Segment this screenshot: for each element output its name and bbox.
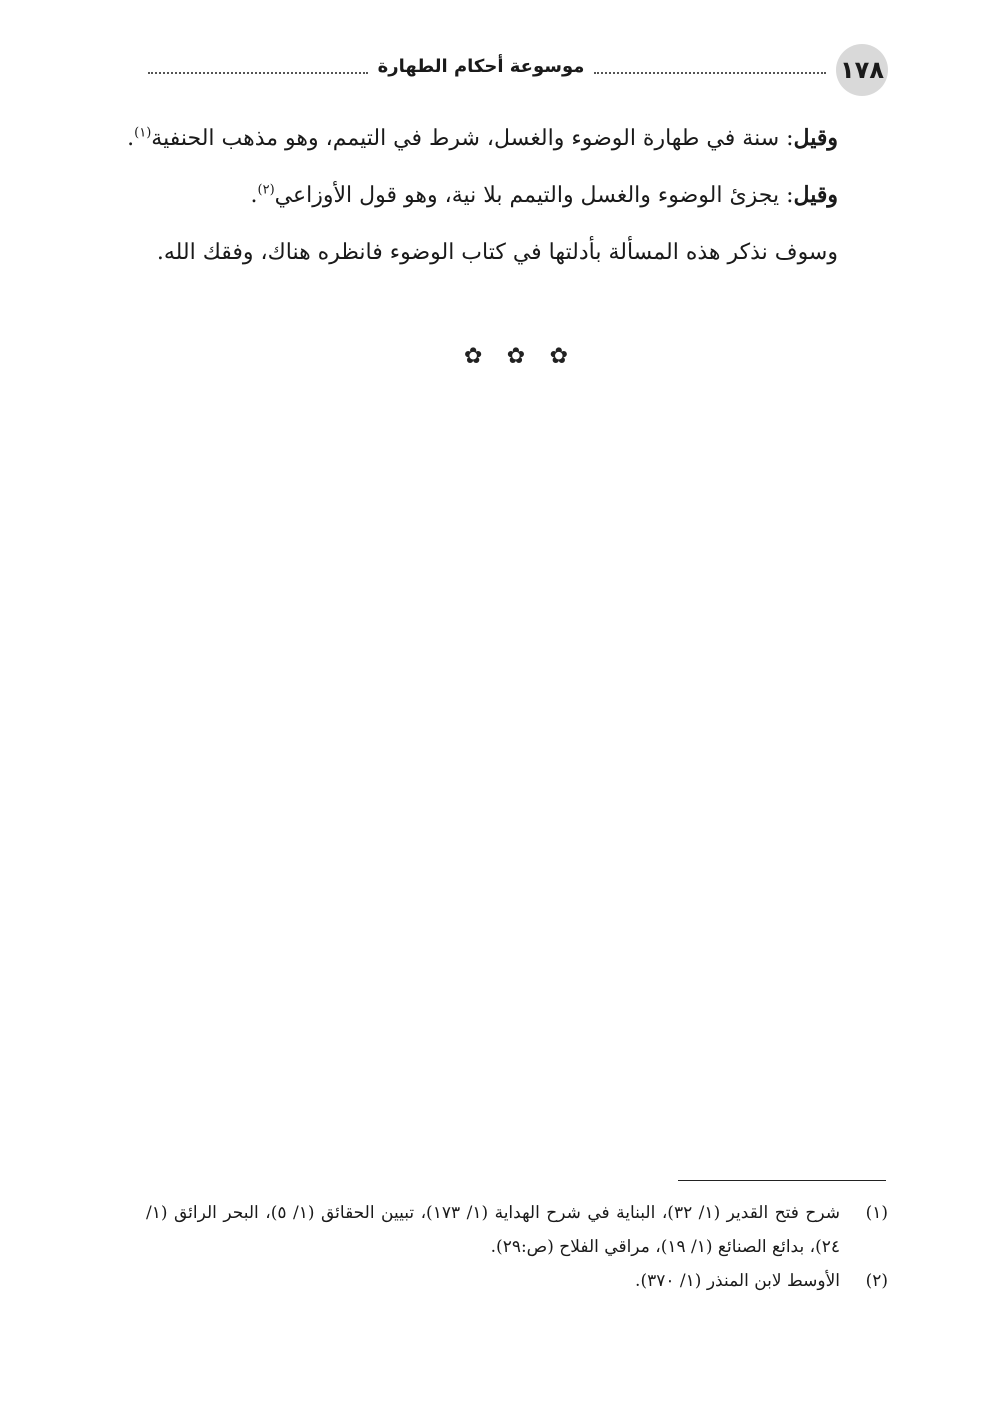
flower-icon: ✿ <box>549 344 568 369</box>
lead-word: وقيل <box>793 182 838 208</box>
flower-icon: ✿ <box>506 344 526 369</box>
header-dotted-rule-right <box>594 72 826 74</box>
section-ornament <box>464 344 568 369</box>
footnote-separator <box>678 1180 886 1181</box>
footnote-1 <box>146 1196 888 1264</box>
footnote-number: (٢) <box>865 1271 888 1291</box>
paragraph-2 <box>150 167 838 224</box>
footnote-2 <box>146 1264 888 1298</box>
paragraph-text: : يجزئ الوضوء والغسل والتيمم بلا نية، وهو قول الأوزاعي <box>274 183 794 208</box>
lead-word: وقيل <box>793 125 838 151</box>
sentence-end: . <box>127 126 135 151</box>
main-text <box>127 110 838 281</box>
footnote-text: الأوسط لابن المنذر (١/ ٣٧٠). <box>635 1271 840 1291</box>
footnote-ref[interactable]: (٢) <box>257 182 275 198</box>
page-number: ١٧٨ <box>836 44 888 96</box>
flower-icon: ✿ <box>464 344 483 369</box>
footnotes <box>146 1196 888 1298</box>
paragraph-3: وسوف نذكر هذه المسألة بأدلتها في كتاب الوضوء فانظره هناك، وفقك الله. <box>156 240 838 265</box>
footnote-number: (١) <box>865 1203 888 1223</box>
running-title: موسوعة أحكام الطهارة <box>377 56 585 77</box>
sentence-end: . <box>250 183 258 208</box>
paragraph-1 <box>127 110 838 167</box>
footnote-ref[interactable]: (١) <box>134 125 152 141</box>
paragraph-text: : سنة في طهارة الوضوء والغسل، شرط في التيمم، وهو مذهب الحنفية <box>151 126 794 151</box>
footnote-text: شرح فتح القدير (١/ ٣٢)، البناية في شرح الهداية (١/ ١٧٣)، تبيين الحقائق (١/ ٥)، البحر الرائق (١/ ٢٤)، بدائع الصنائع (١/ ١٩)، مراقي الفلاح (ص:٢٩). <box>146 1203 840 1257</box>
header-dotted-rule-left <box>148 72 368 74</box>
